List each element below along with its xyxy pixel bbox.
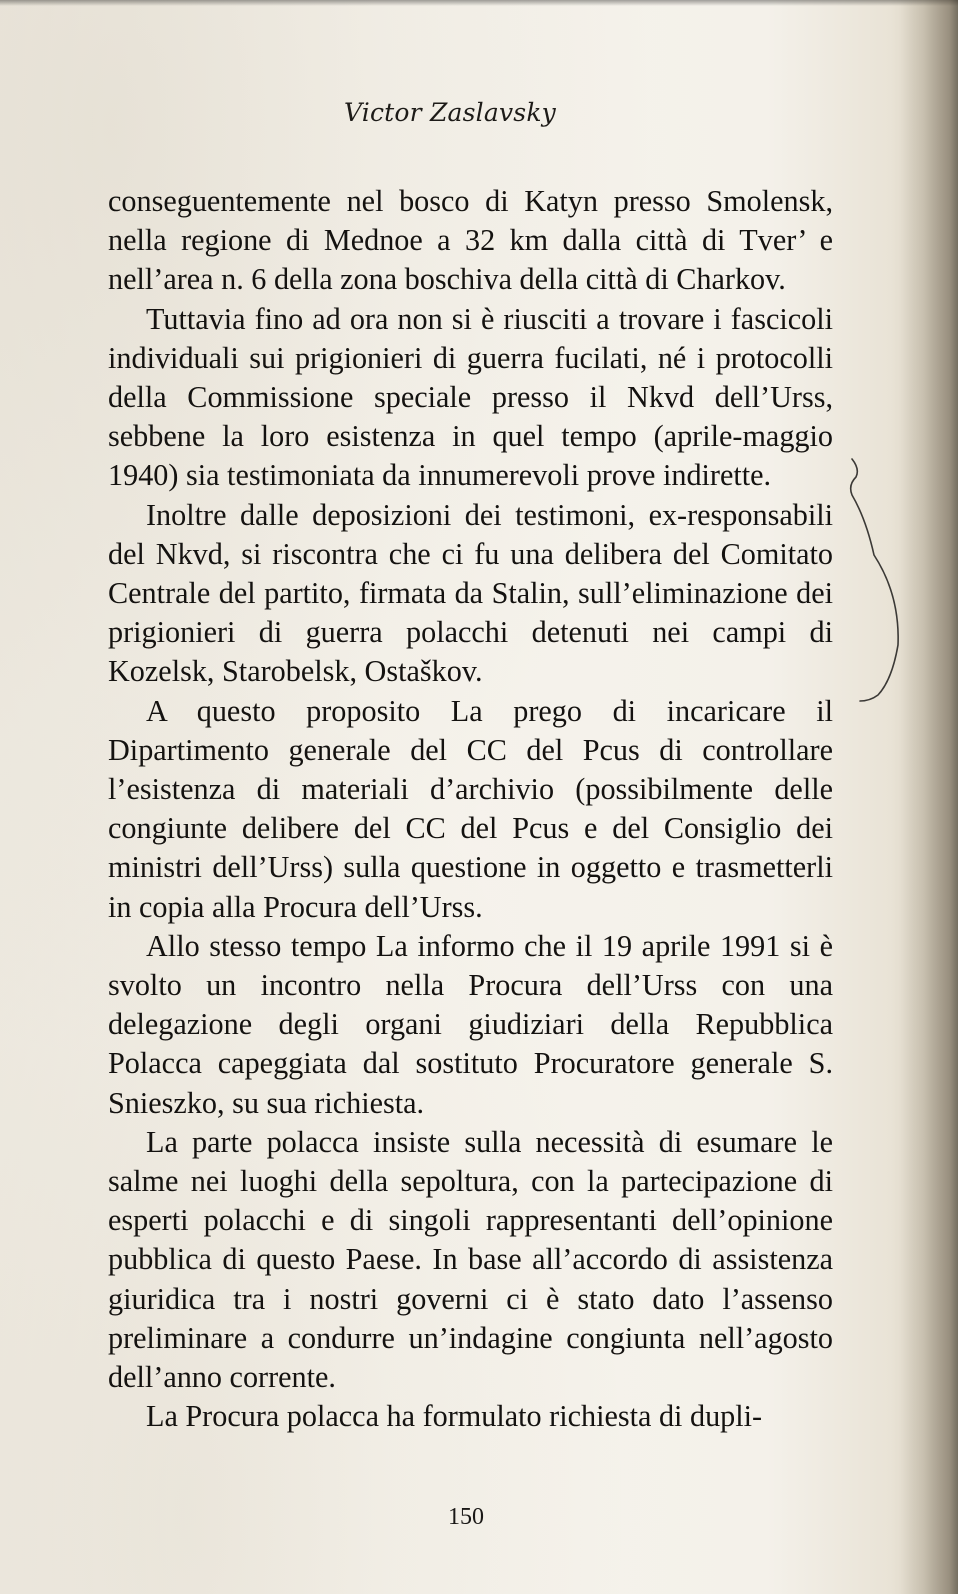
paragraph: Inoltre dalle deposizioni dei testimoni, ex-responsabili del Nkvd, si riscontra che ci fu una delibera del Comitato Centrale del partito, firmata da Stalin, sull’eliminazione dei prigionieri di guerra polacchi detenuti nei campi di Kozelsk, Starobelsk, Ostaškov.	[108, 497, 833, 689]
page-number: 150	[448, 1504, 484, 1530]
spine-shadow	[900, 0, 958, 1594]
margin-bracket-mark	[830, 455, 940, 705]
page-top-edge	[0, 0, 958, 6]
body-text	[108, 182, 833, 1437]
paragraph: A questo proposito La prego di incaricare il Dipartimento generale del CC del Pcus di controllare l’esistenza di materiali d’archivio (possibilmente delle congiunte delibere del CC del Pcus e del Consiglio dei ministri dell’Urss) sulla questione in oggetto e trasmetterli in copia alla Procura dell’Urss.	[108, 693, 833, 924]
paragraph: Tuttavia fino ad ora non si è riusciti a trovare i fascicoli individuali sui prigionieri di guerra fucilati, né i protocolli della Commissione speciale presso il Nkvd dell’Urss, sebbene la loro esistenza in quel tempo (aprile-maggio 1940) sia testimoniata da innumerevoli prove indirette.	[108, 301, 833, 493]
running-head: Victor Zaslavsky	[343, 98, 557, 127]
paragraph: conseguentemente nel bosco di Katyn presso Smolensk, nella regione di Mednoe a 32 km dalla città di Tver’ e nell’area n. 6 della zona boschiva della città di Charkov.	[108, 184, 833, 297]
paragraph: La parte polacca insiste sulla necessità di esumare le salme nei luoghi della sepoltura, con la partecipazione di esperti polacchi e di singoli rappresentanti dell’opinione pubblica di questo Paese. In base all’accordo di assistenza giuridica tra i nostri governi ci è stato dato l’assenso preliminare a condurre un’indagine congiunta nell’agosto dell’anno corrente.	[108, 1124, 833, 1395]
paragraph: La Procura polacca ha formulato richiesta di dupli-	[146, 1399, 763, 1434]
paragraph: Allo stesso tempo La informo che il 19 aprile 1991 si è svolto un incontro nella Procura dell’Urss con una delegazione degli organi giudiziari della Repubblica Polacca capeggiata dal sostituto Procuratore generale S. Snieszko, su sua richiesta.	[108, 928, 833, 1120]
